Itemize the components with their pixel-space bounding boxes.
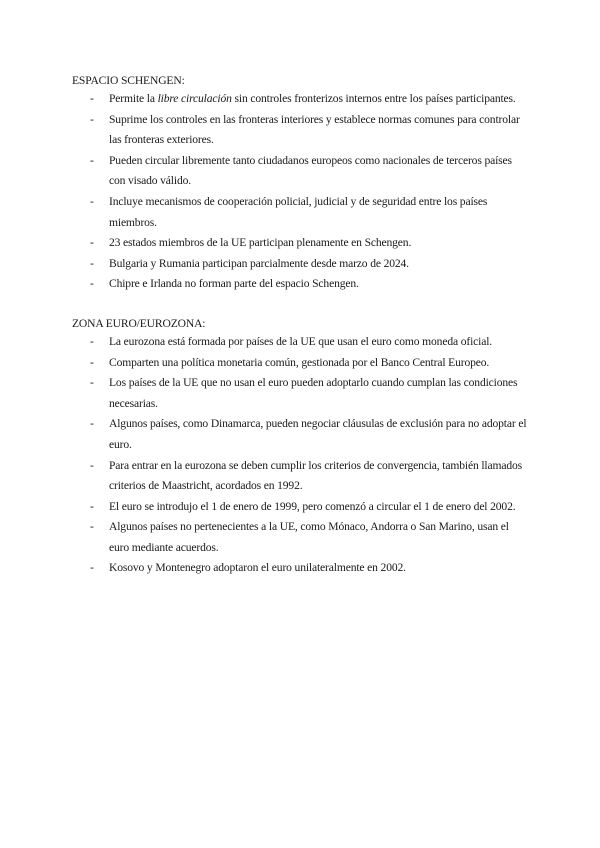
eurozona-list xyxy=(72,332,527,579)
bullet-dash: - xyxy=(90,561,94,575)
list-item xyxy=(72,332,527,353)
item-text-emphasis: libre circulación xyxy=(157,92,232,105)
bullet-dash: - xyxy=(90,112,94,126)
item-text-after: sin controles fronterizos internos entre los países participantes. xyxy=(231,92,516,105)
list-item xyxy=(72,456,527,497)
item-text: Para entrar en la eurozona se deben cumplir los criterios de convergencia, también llamados criterios de Maastricht, acordados en 1992. xyxy=(109,458,523,493)
schengen-list xyxy=(72,89,527,295)
bullet-dash: - xyxy=(90,520,94,534)
bullet-dash: - xyxy=(90,376,94,390)
list-item xyxy=(72,110,527,151)
bullet-dash: - xyxy=(90,334,94,348)
item-text: El euro se introdujo el 1 de enero de 1999, pero comenzó a circular el 1 de enero del 2002. xyxy=(109,499,516,513)
list-item xyxy=(72,192,527,233)
bullet-dash: - xyxy=(90,194,94,208)
item-text: Suprime los controles en las fronteras interiores y establece normas comunes para controlar las fronteras exteriores. xyxy=(109,112,520,147)
item-text: Kosovo y Montenegro adoptaron el euro unilateralmente en 2002. xyxy=(109,561,406,575)
bullet-dash: - xyxy=(90,153,94,167)
bullet-dash: - xyxy=(90,236,94,250)
document-page xyxy=(72,72,527,579)
section-spacer xyxy=(72,295,527,315)
bullet-dash: - xyxy=(90,417,94,431)
bullet-dash: - xyxy=(90,277,94,291)
bullet-dash: - xyxy=(90,355,94,369)
item-text: La eurozona está formada por países de la UE que usan el euro como moneda oficial. xyxy=(109,334,493,348)
list-item xyxy=(72,353,527,374)
list-item xyxy=(72,274,527,295)
item-text: Los países de la UE que no usan el euro pueden adoptarlo cuando cumplan las condiciones necesarias. xyxy=(109,376,518,410)
item-text: Comparten una política monetaria común, gestionada por el Banco Central Europeo. xyxy=(109,355,490,369)
item-text: Pueden circular libremente tanto ciudadanos europeos como nacionales de terceros países con visado válido. xyxy=(109,153,512,188)
list-item xyxy=(72,373,527,414)
item-text: Chipre e Irlanda no forman parte del espacio Schengen. xyxy=(109,277,359,291)
item-text: Algunos países, como Dinamarca, pueden negociar cláusulas de exclusión para no adoptar el euro. xyxy=(109,417,527,451)
item-text: Incluye mecanismos de cooperación policial, judicial y de seguridad entre los países miembros. xyxy=(109,194,488,229)
list-item xyxy=(72,414,527,455)
item-text: Bulgaria y Rumania participan parcialmente desde marzo de 2024. xyxy=(109,256,409,270)
bullet-dash: - xyxy=(90,499,94,513)
list-item xyxy=(72,233,527,254)
list-item xyxy=(72,497,527,518)
eurozona-heading: ZONA EURO/EUROZONA: xyxy=(72,316,206,330)
schengen-heading: ESPACIO SCHENGEN: xyxy=(72,74,185,87)
bullet-dash: - xyxy=(90,92,94,105)
list-item xyxy=(72,517,527,558)
list-item xyxy=(72,89,527,110)
list-item xyxy=(72,151,527,192)
bullet-dash: - xyxy=(90,458,94,472)
list-item xyxy=(72,254,527,275)
item-text: 23 estados miembros de la UE participan plenamente en Schengen. xyxy=(109,236,412,250)
list-item xyxy=(72,558,527,579)
item-text: Algunos países no pertenecientes a la UE, como Mónaco, Andorra o San Marino, usan el euro mediante acuerdos. xyxy=(109,520,509,554)
item-text-before: Permite la xyxy=(109,92,158,105)
bullet-dash: - xyxy=(90,256,94,270)
